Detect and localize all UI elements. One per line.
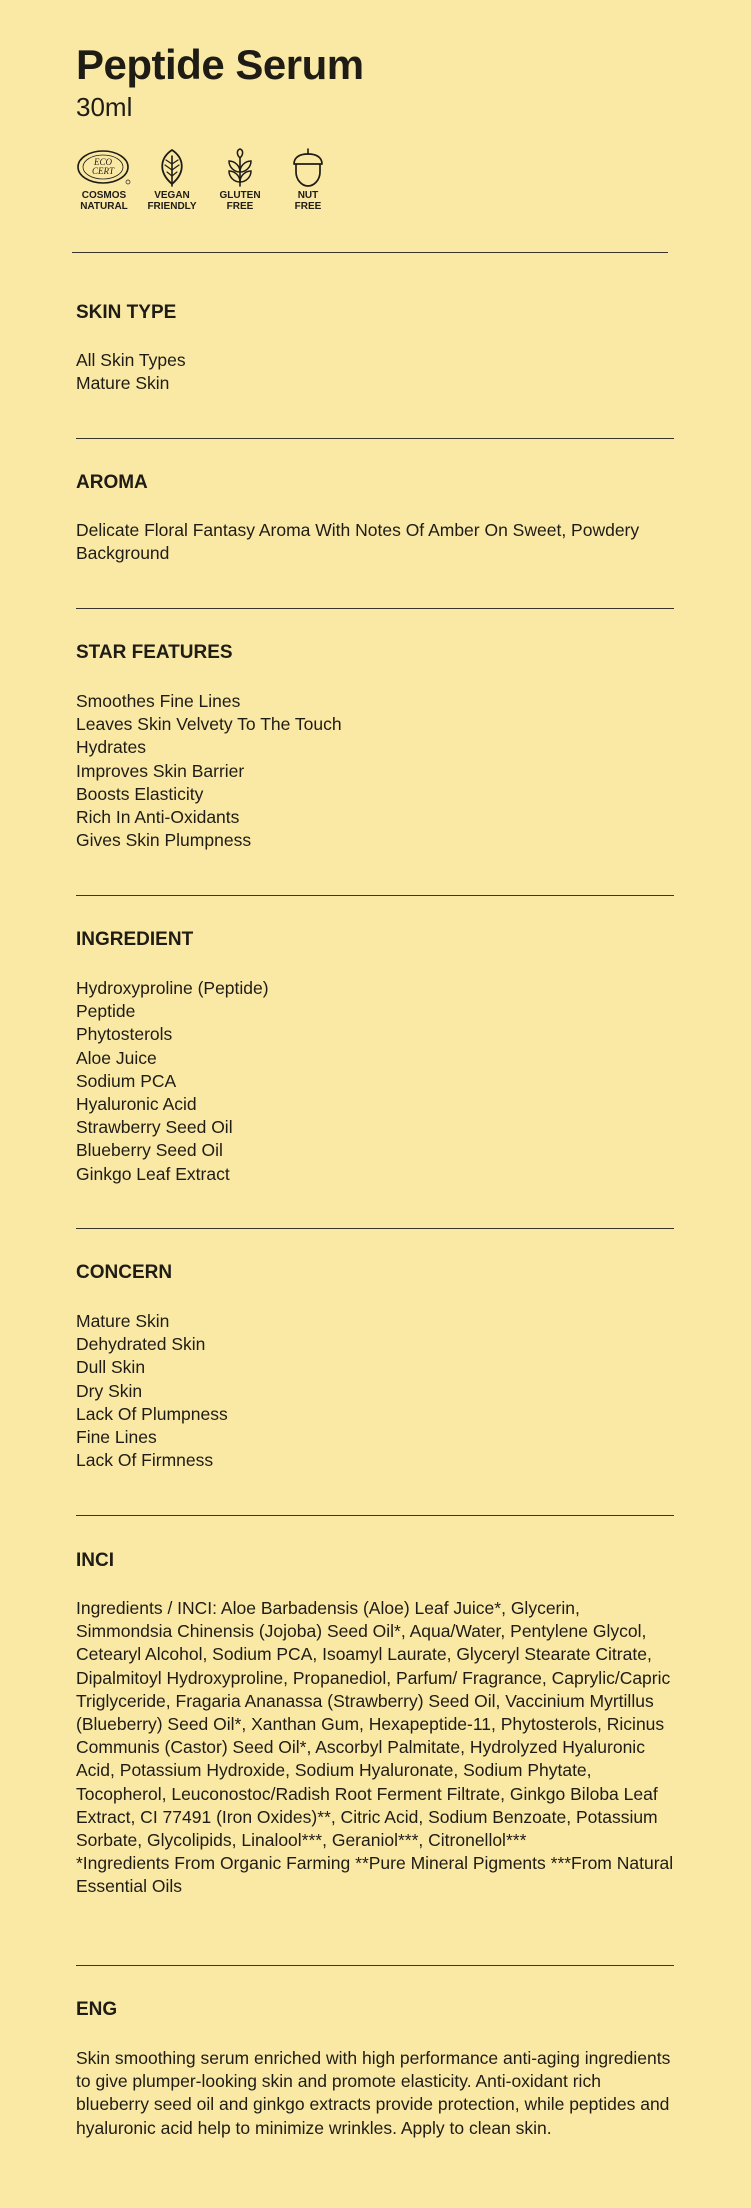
product-volume: 30ml (76, 92, 133, 122)
divider (72, 252, 668, 253)
list-item: Dry Skin (76, 1380, 143, 1401)
list-item: Rich In Anti-Oxidants (76, 807, 240, 828)
list-item: Mature Skin (76, 373, 170, 394)
section-title-inci: INCI (76, 1550, 114, 1571)
concern-list (76, 1310, 228, 1472)
list-item: Strawberry Seed Oil (76, 1117, 233, 1138)
list-item: Dehydrated Skin (76, 1334, 206, 1355)
badge-cosmos-natural (76, 148, 132, 212)
badge-label: NUT FREE (294, 190, 322, 212)
product-title: Peptide Serum (76, 41, 364, 88)
badge-nut-free (280, 148, 336, 212)
list-item: Gives Skin Plumpness (76, 830, 252, 851)
list-item: Blueberry Seed Oil (76, 1140, 223, 1161)
list-item: Dull Skin (76, 1357, 146, 1378)
list-item: Peptide (76, 1001, 136, 1022)
aroma-text: Delicate Floral Fantasy Aroma With Notes Of Amber On Sweet, Powdery Background (76, 520, 640, 564)
ecocert-logo-text-1: ECO (94, 157, 112, 167)
section-title-concern: CONCERN (76, 1262, 173, 1283)
list-item: Mature Skin (76, 1311, 170, 1331)
section-title-skin-type: SKIN TYPE (76, 302, 177, 323)
divider (76, 608, 674, 609)
list-item: Sodium PCA (76, 1070, 177, 1091)
ingredient-list (76, 977, 269, 1186)
section-title-aroma: AROMA (76, 472, 148, 493)
ecocert-logo-text-2: CERT (91, 166, 115, 176)
list-item: Lack Of Firmness (76, 1450, 214, 1471)
divider (76, 895, 674, 896)
badge-vegan-friendly (144, 148, 200, 212)
divider (76, 438, 674, 439)
list-item: Ginkgo Leaf Extract (76, 1163, 230, 1184)
list-item: Leaves Skin Velvety To The Touch (76, 714, 342, 735)
acorn-nut-icon (280, 148, 336, 188)
ecocert-icon (76, 148, 132, 188)
badge-label: GLUTEN FREE (219, 190, 261, 212)
vegan-leaf-icon (144, 148, 200, 188)
list-item: Boosts Elasticity (76, 783, 204, 804)
gluten-free-wheat-icon (212, 148, 268, 188)
list-item: Fine Lines (76, 1427, 157, 1448)
list-item: Hydrates (76, 737, 147, 758)
list-item: Hydroxyproline (Peptide) (76, 978, 269, 998)
skin-type-list (76, 349, 186, 395)
list-item: Hyaluronic Acid (76, 1094, 197, 1115)
divider (76, 1515, 674, 1516)
list-item: Smoothes Fine Lines (76, 691, 241, 711)
section-title-eng: ENG (76, 1999, 118, 2020)
badge-gluten-free (212, 148, 268, 212)
section-title-star-features: STAR FEATURES (76, 642, 233, 663)
divider (76, 1228, 674, 1229)
star-features-list (76, 690, 342, 852)
badge-label: COSMOS NATURAL (80, 190, 128, 212)
list-item: Lack Of Plumpness (76, 1403, 228, 1424)
list-item: All Skin Types (76, 350, 186, 370)
divider (76, 1965, 674, 1966)
section-title-ingredient: INGREDIENT (76, 929, 194, 950)
inci-text: Ingredients / INCI: Aloe Barbadensis (Aloe) Leaf Juice*, Glycerin, Simmondsia Chinensis (Jojoba) Seed Oil*, Aqua/Water, Pentylene Glycol, Cetearyl Alcohol, Sodium PCA, Isoamyl Laurate, Glyceryl Stearate Citrate, Dipalmitoyl Hydroxyproline, Propanediol, Parfum/ Fragrance, Caprylic/Capric Triglyceride, Fragaria Ananassa (Strawberry) Seed Oil, Vaccinium Myrtillus (Blueberry) Seed Oil*, Xanthan Gum, Hexapeptide-11, Phytosterols, Ricinus Communis (Castor) Seed Oil*, Ascorbyl Palmitate, Hydrolyzed Hyaluronic Acid, Potassium Hydroxide, Sodium Hyaluronate, Sodium Phytate, Tocopherol, Leuconostoc/Radish Root Ferment Filtrate, Ginkgo Biloba Leaf Extract, CI 77491 (Iron Oxides)**, Citric Acid, Sodium Benzoate, Potassium Sorbate, Glycolipids, Linalool***, Geraniol***, Citronellol*** *Ingredients From Organic Farming **Pure Mineral Pigments ***From Natural Essential Oils (76, 1598, 674, 1897)
list-item: Aloe Juice (76, 1047, 157, 1068)
eng-description-text: Skin smoothing serum enriched with high performance anti-aging ingredients to give plumper-looking skin and promote elasticity. Anti-oxidant rich blueberry seed oil and ginkgo extracts provide protection, while peptides and hyaluronic acid help to minimize wrinkles. Apply to clean skin. (76, 2048, 671, 2138)
list-item: Improves Skin Barrier (76, 760, 245, 781)
list-item: Phytosterols (76, 1024, 173, 1045)
certification-badges (76, 148, 336, 212)
badge-label: VEGAN FRIENDLY (147, 190, 197, 212)
